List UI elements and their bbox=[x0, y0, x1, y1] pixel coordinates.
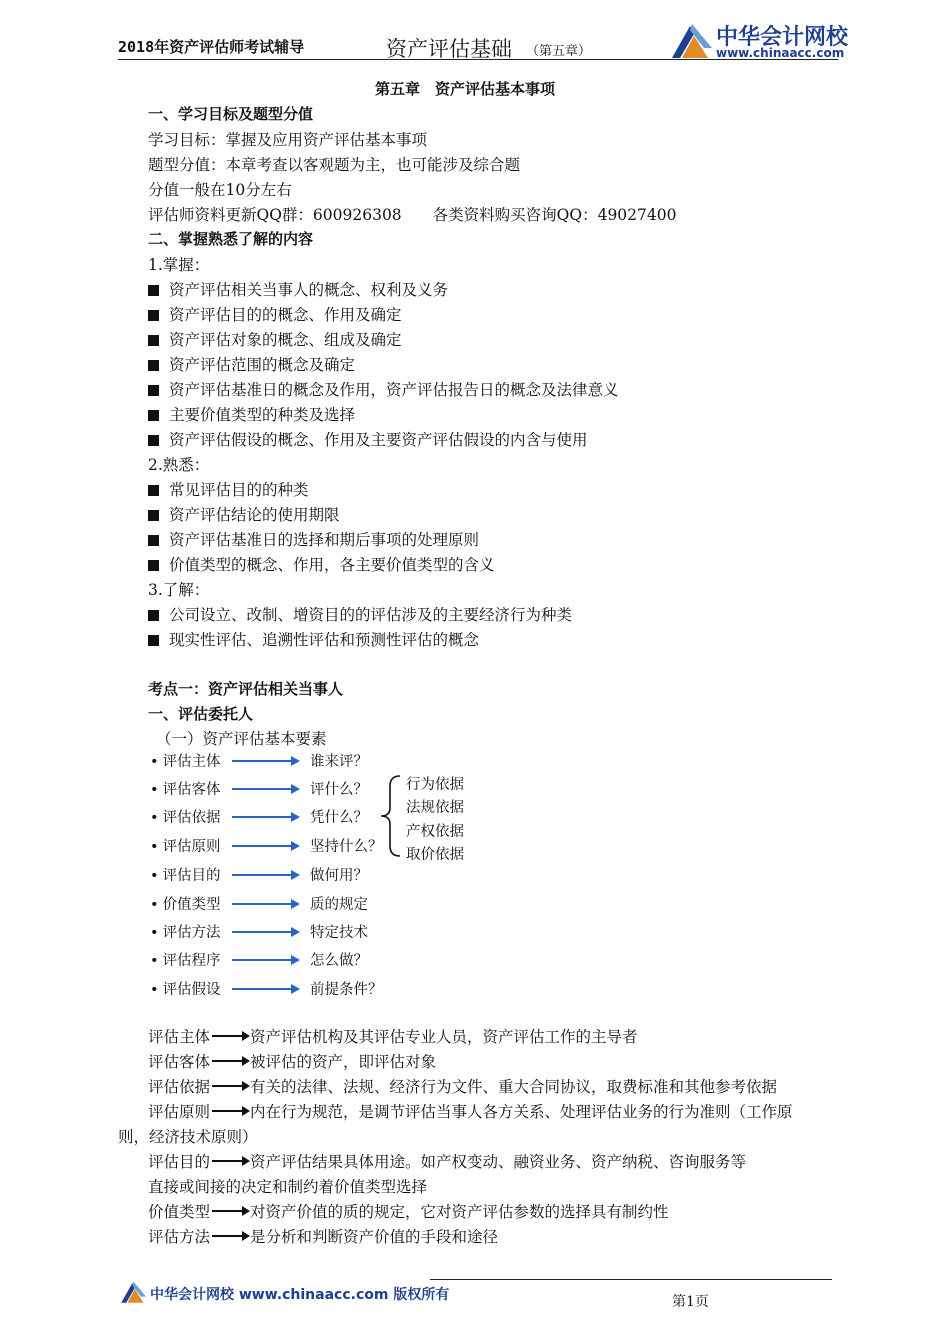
footer-logo-icon bbox=[118, 1278, 148, 1308]
diagram-element: • 评估程序 bbox=[150, 949, 221, 970]
diagram-element: • 评估原则 bbox=[150, 835, 221, 856]
diagram-question: 特定技术 bbox=[310, 925, 368, 941]
brand-url: www.chinaacc.com bbox=[716, 46, 845, 60]
definition-line bbox=[148, 1200, 669, 1222]
arrow-right-icon bbox=[212, 1110, 248, 1112]
definition-term: 价值类型 bbox=[148, 1203, 211, 1221]
definition-term: 评估依据 bbox=[148, 1078, 211, 1096]
diagram-question: 坚持什么？ bbox=[310, 839, 383, 855]
arrow-right-icon bbox=[232, 903, 298, 905]
arrow-right-icon bbox=[232, 988, 298, 990]
basis-item: 取价依据 bbox=[406, 847, 464, 863]
list-item: 资产评估假设的概念、作用及主要资产评估假设的内含与使用 bbox=[148, 428, 588, 450]
definition-line bbox=[148, 1025, 638, 1047]
diagram-question: 怎么做？ bbox=[310, 953, 368, 969]
diagram-question: 谁来评？ bbox=[310, 754, 368, 770]
arrow-right-icon bbox=[212, 1235, 248, 1237]
footer-copyright: 中华会计网校 www.chinaacc.com 版权所有 bbox=[150, 1287, 450, 1303]
definition-continuation: 则，经济技术原则） bbox=[118, 1128, 258, 1146]
header-subject-title: 资产评估基础 bbox=[386, 37, 512, 61]
list-item: 资产评估基准日的概念及作用，资产评估报告日的概念及法律意义 bbox=[148, 378, 619, 400]
arrow-right-icon bbox=[212, 1035, 248, 1037]
diagram-element: • 评估依据 bbox=[150, 806, 221, 827]
basis-item: 行为依据 bbox=[406, 777, 464, 793]
section-heading: 一、学习目标及题型分值 bbox=[148, 105, 314, 123]
definition-line bbox=[148, 1050, 436, 1072]
definition-term: 评估方法 bbox=[148, 1228, 211, 1246]
diagram-element: • 评估客体 bbox=[150, 778, 221, 799]
section-heading: 二、掌握熟悉了解的内容 bbox=[148, 230, 314, 248]
arrow-right-icon bbox=[232, 845, 298, 847]
info-line: 分值一般在10分左右 bbox=[148, 181, 292, 199]
arrow-right-icon bbox=[232, 959, 298, 961]
arrow-right-icon bbox=[212, 1060, 248, 1062]
arrow-right-icon bbox=[232, 874, 298, 876]
diagram-question: 做何用？ bbox=[310, 868, 368, 884]
diagram-element: • 评估方法 bbox=[150, 921, 221, 942]
basis-item: 产权依据 bbox=[406, 824, 464, 840]
arrow-right-icon bbox=[212, 1210, 248, 1212]
arrow-right-icon bbox=[232, 760, 298, 762]
list-item: 资产评估基准日的选择和期后事项的处理原则 bbox=[148, 528, 479, 550]
definition-line bbox=[148, 1225, 498, 1247]
definition-term: 评估目的 bbox=[148, 1153, 211, 1171]
footer-divider bbox=[430, 1279, 832, 1280]
info-line: 学习目标：掌握及应用资产评估基本事项 bbox=[148, 131, 428, 149]
curly-brace-icon bbox=[378, 774, 404, 858]
info-line: 评估师资料更新QQ群：600926308 各类资料购买咨询QQ：49027400 bbox=[148, 206, 677, 224]
brand-name: 中华会计网校 bbox=[716, 25, 849, 50]
list-item: 资产评估结论的使用期限 bbox=[148, 503, 340, 525]
list-item: 价值类型的概念、作用，各主要价值类型的含义 bbox=[148, 553, 495, 575]
keypoint-heading: 考点一：资产评估相关当事人 bbox=[148, 680, 344, 698]
basis-item: 法规依据 bbox=[406, 800, 464, 816]
definition-term: 评估客体 bbox=[148, 1053, 211, 1071]
definition-text: 资产评估机构及其评估专业人员，资产评估工作的主导者 bbox=[250, 1028, 638, 1046]
brand-logo-icon bbox=[668, 18, 714, 64]
level-label: 3.了解： bbox=[148, 581, 210, 599]
list-item: 现实性评估、追溯性评估和预测性评估的概念 bbox=[148, 628, 479, 650]
chapter-title: 第五章 资产评估基本事项 bbox=[375, 80, 556, 98]
list-item: 主要价值类型的种类及选择 bbox=[148, 403, 355, 425]
definition-line bbox=[148, 1100, 793, 1122]
definition-term: 评估主体 bbox=[148, 1028, 211, 1046]
diagram-element: • 评估主体 bbox=[150, 750, 221, 771]
definition-text: 是分析和判断资产价值的手段和途径 bbox=[250, 1228, 499, 1246]
arrow-right-icon bbox=[232, 788, 298, 790]
header-course-name: 2018年资产评估师考试辅导 bbox=[118, 38, 305, 56]
diagram-question: 质的规定 bbox=[310, 897, 368, 913]
list-item: 资产评估相关当事人的概念、权利及义务 bbox=[148, 278, 448, 300]
arrow-right-icon bbox=[212, 1160, 248, 1162]
list-item: 资产评估对象的概念、组成及确定 bbox=[148, 328, 402, 350]
diagram-question: 评什么？ bbox=[310, 782, 368, 798]
sub-heading: 一、评估委托人 bbox=[148, 705, 254, 723]
sub-sub-heading: （一）资产评估基本要素 bbox=[156, 730, 327, 748]
arrow-right-icon bbox=[232, 816, 298, 818]
definition-line bbox=[148, 1075, 777, 1097]
diagram-question: 前提条件？ bbox=[310, 982, 383, 998]
definition-continuation: 直接或间接的决定和制约着价值类型选择 bbox=[148, 1178, 428, 1196]
definition-term: 评估原则 bbox=[148, 1103, 211, 1121]
definition-text: 内在行为规范，是调节评估当事人各方关系、处理评估业务的行为准则（工作原 bbox=[250, 1103, 793, 1121]
diagram-element: • 评估目的 bbox=[150, 864, 221, 885]
level-label: 1.掌握： bbox=[148, 256, 210, 274]
arrow-right-icon bbox=[232, 931, 298, 933]
arrow-right-icon bbox=[212, 1085, 248, 1087]
definition-text: 资产评估结果具体用途。如产权变动、融资业务、资产纳税、咨询服务等 bbox=[250, 1153, 747, 1171]
header-divider bbox=[118, 59, 838, 60]
list-item: 常见评估目的的种类 bbox=[148, 478, 309, 500]
diagram-element: • 评估假设 bbox=[150, 978, 221, 999]
diagram-question: 凭什么？ bbox=[310, 810, 368, 826]
header-chapter-label: （第五章） bbox=[526, 44, 592, 59]
definition-text: 被评估的资产，即评估对象 bbox=[250, 1053, 437, 1071]
definition-line bbox=[148, 1150, 746, 1172]
list-item: 资产评估目的的概念、作用及确定 bbox=[148, 303, 402, 325]
definition-text: 有关的法律、法规、经济行为文件、重大合同协议，取费标准和其他参考依据 bbox=[250, 1078, 778, 1096]
info-line: 题型分值：本章考查以客观题为主，也可能涉及综合题 bbox=[148, 156, 521, 174]
level-label: 2.熟悉： bbox=[148, 456, 210, 474]
page-number: 第1页 bbox=[672, 1294, 709, 1310]
definition-text: 对资产价值的质的规定，它对资产评估参数的选择具有制约性 bbox=[250, 1203, 669, 1221]
diagram-element: • 价值类型 bbox=[150, 893, 221, 914]
list-item: 公司设立、改制、增资目的的评估涉及的主要经济行为种类 bbox=[148, 603, 572, 625]
list-item: 资产评估范围的概念及确定 bbox=[148, 353, 355, 375]
